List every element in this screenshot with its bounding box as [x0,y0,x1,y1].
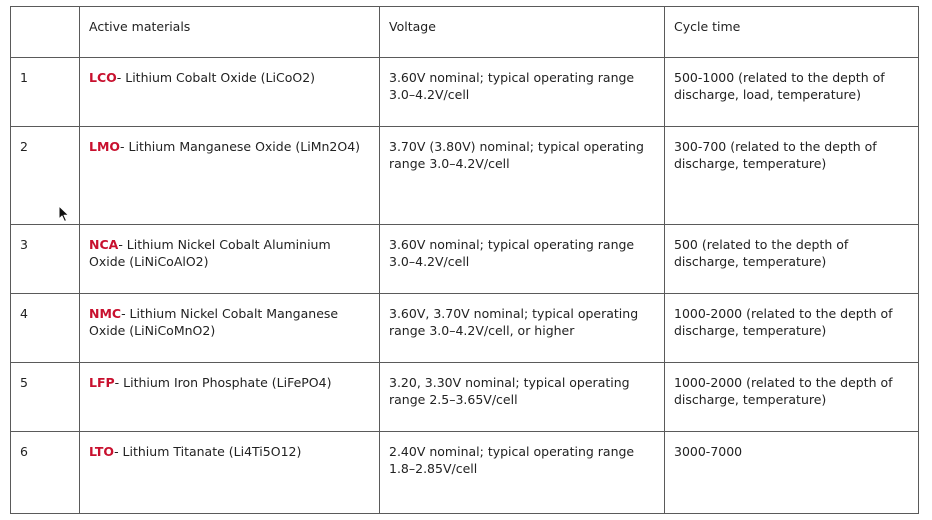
row-number: 4 [11,294,80,363]
cycle-time-cell: 1000-2000 (related to the depth of discharge, temperature) [665,294,919,363]
row-number: 3 [11,225,80,294]
material-name: - Lithium Nickel Cobalt Manganese Oxide (LiNiCoMnO2) [89,306,339,338]
mouse-pointer-icon [58,205,70,223]
table-row [11,294,919,363]
header-number-cell [11,7,80,58]
cycle-time-cell: 1000-2000 (related to the depth of discharge, temperature) [665,363,919,432]
material-cell [80,225,380,294]
material-abbreviation: NCA [89,237,119,252]
table-row [11,127,919,225]
voltage-cell: 3.70V (3.80V) nominal; typical operating range 3.0–4.2V/cell [380,127,665,225]
row-number: 2 [11,127,80,225]
material-cell [80,58,380,127]
voltage-cell: 3.20, 3.30V nominal; typical operating range 2.5–3.65V/cell [380,363,665,432]
material-name: - Lithium Manganese Oxide (LiMn2O4) [120,139,361,154]
table-row [11,432,919,514]
row-number: 1 [11,58,80,127]
row-number: 6 [11,432,80,514]
table-row [11,363,919,432]
material-abbreviation: LCO [89,70,117,85]
material-cell [80,363,380,432]
material-cell [80,432,380,514]
material-name: - Lithium Titanate (Li4Ti5O12) [114,444,302,459]
material-cell [80,294,380,363]
material-abbreviation: NMC [89,306,122,321]
cycle-time-cell: 3000-7000 [665,432,919,514]
material-abbreviation: LMO [89,139,121,154]
material-abbreviation: LFP [89,375,115,390]
battery-materials-table [10,6,919,514]
voltage-cell: 3.60V nominal; typical operating range 3.0–4.2V/cell [380,225,665,294]
table-row [11,58,919,127]
header-cycle-time: Cycle time [665,7,919,58]
voltage-cell: 2.40V nominal; typical operating range 1.8–2.85V/cell [380,432,665,514]
table-header-row [11,7,919,58]
table-row [11,225,919,294]
voltage-cell: 3.60V nominal; typical operating range 3.0–4.2V/cell [380,58,665,127]
header-active-materials: Active materials [80,7,380,58]
material-name: - Lithium Nickel Cobalt Aluminium Oxide (LiNiCoAlO2) [89,237,331,269]
cycle-time-cell: 500-1000 (related to the depth of discharge, load, temperature) [665,58,919,127]
material-abbreviation: LTO [89,444,115,459]
header-voltage: Voltage [380,7,665,58]
material-name: - Lithium Iron Phosphate (LiFePO4) [114,375,332,390]
material-name: - Lithium Cobalt Oxide (LiCoO2) [116,70,316,85]
cycle-time-cell: 500 (related to the depth of discharge, temperature) [665,225,919,294]
cycle-time-cell: 300-700 (related to the depth of discharge, temperature) [665,127,919,225]
voltage-cell: 3.60V, 3.70V nominal; typical operating range 3.0–4.2V/cell, or higher [380,294,665,363]
material-cell [80,127,380,225]
row-number: 5 [11,363,80,432]
